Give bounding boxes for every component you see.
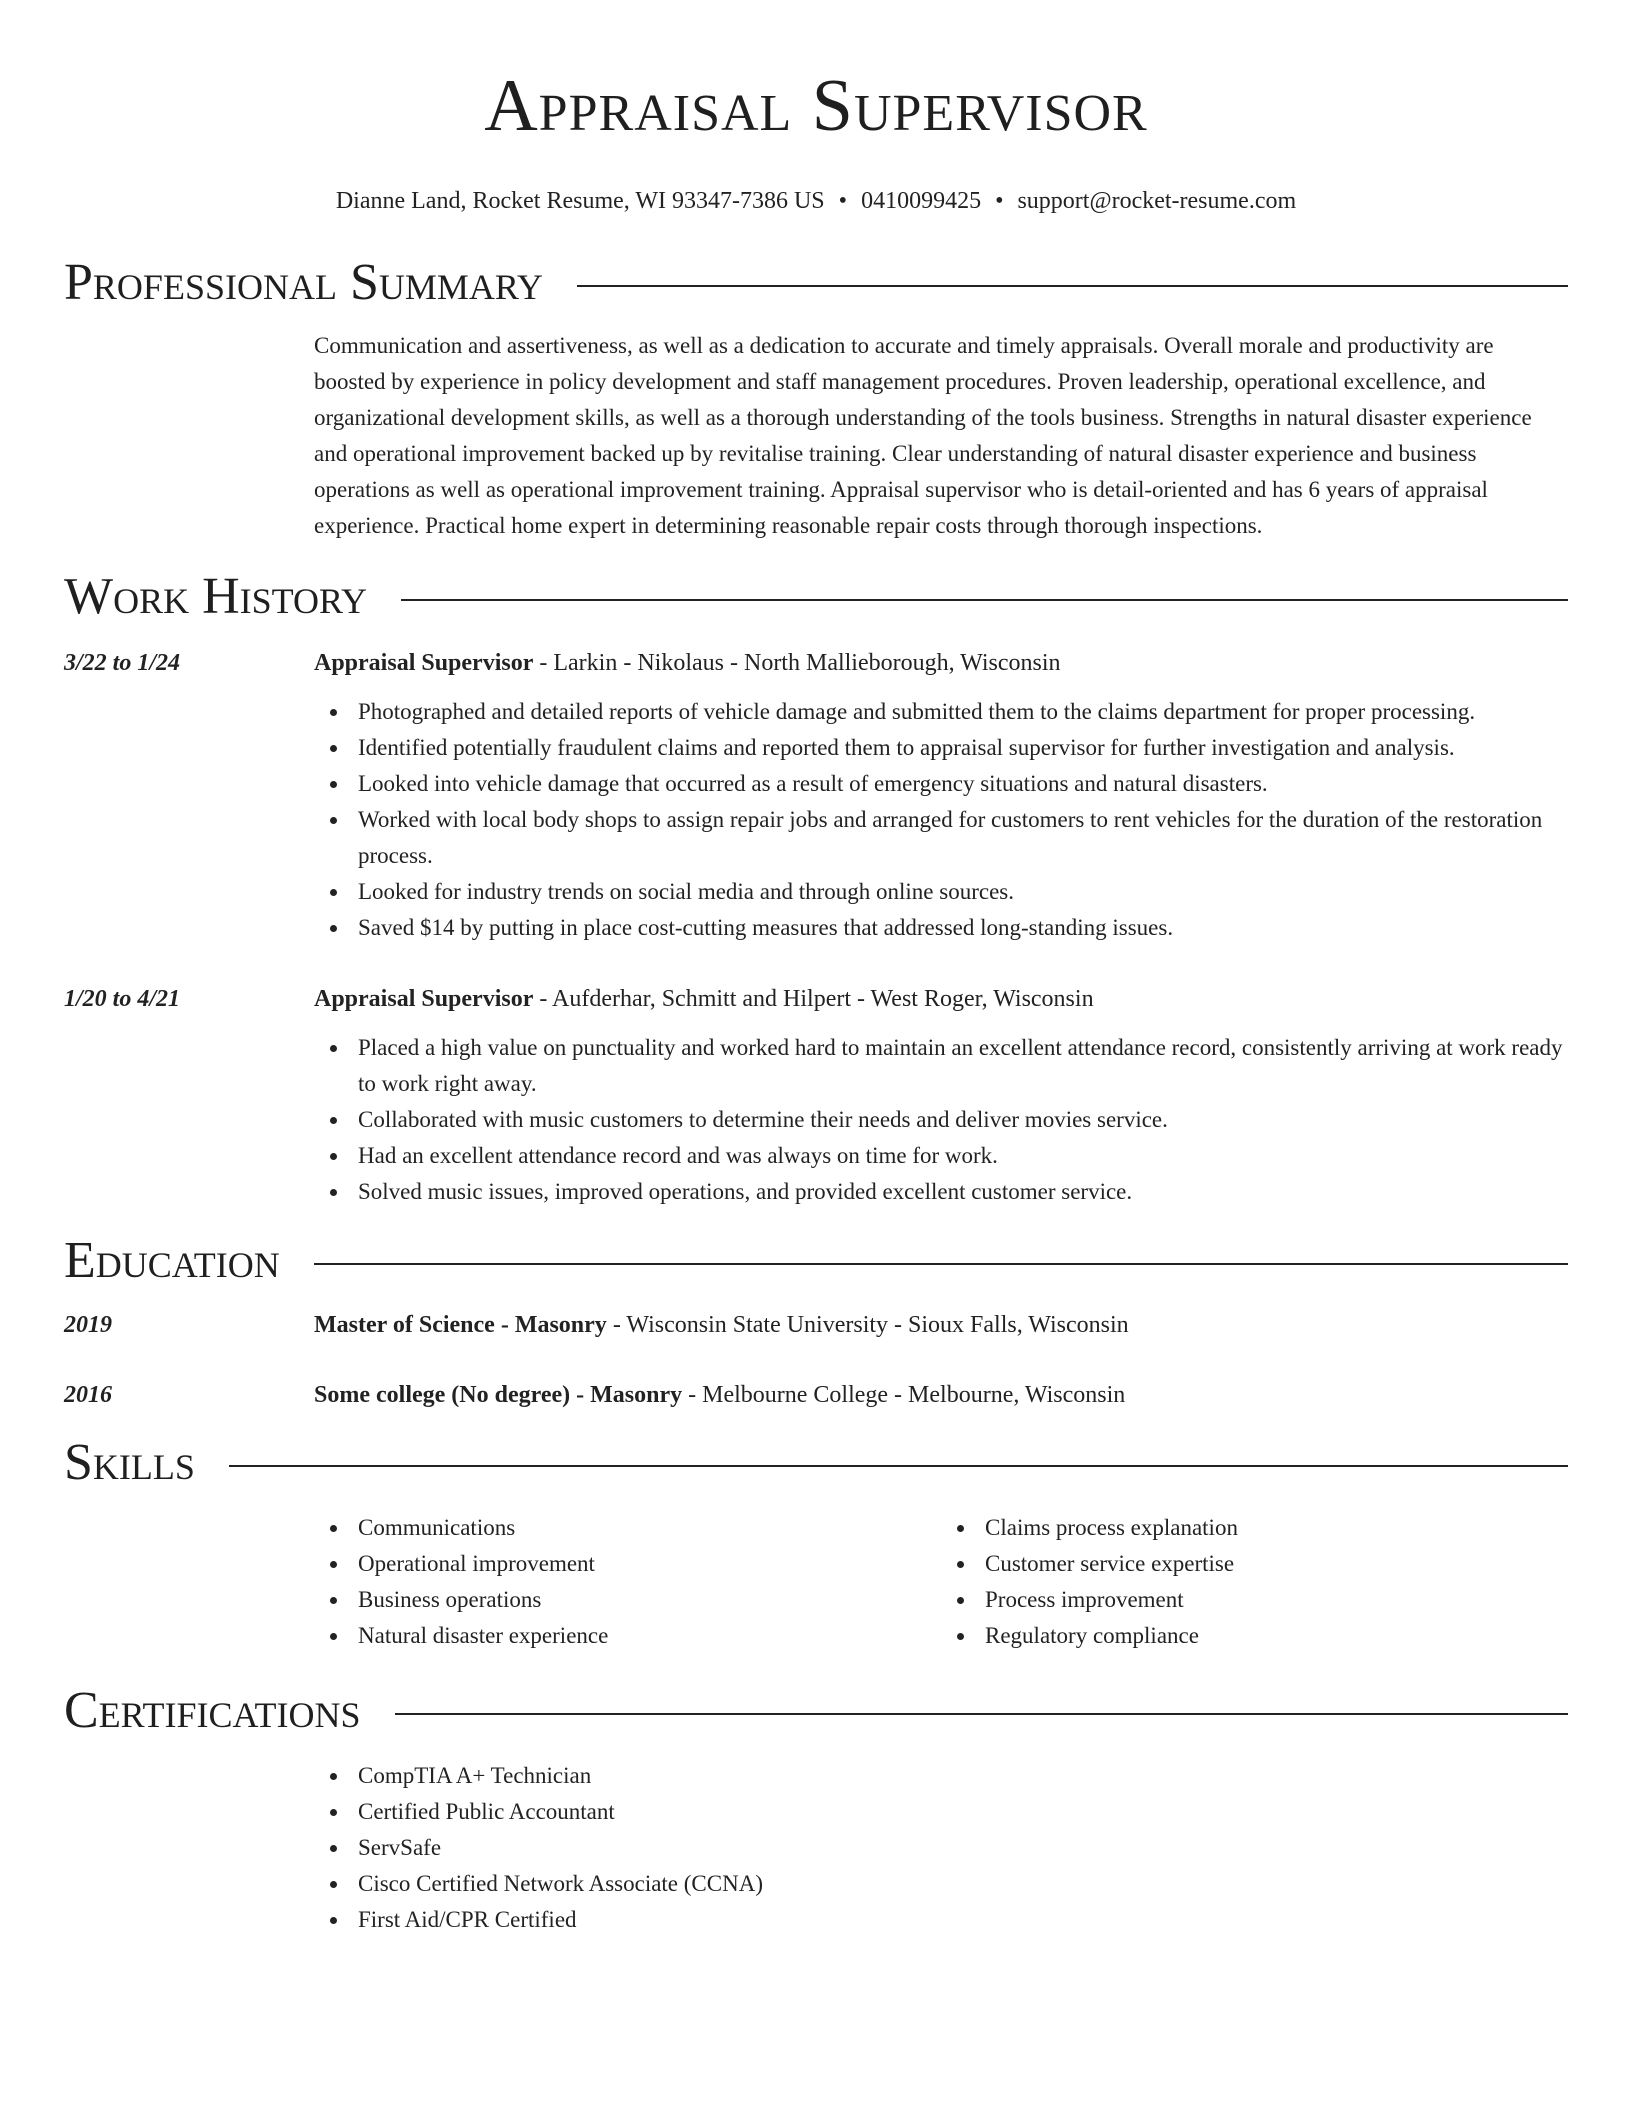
job-body — [314, 982, 1568, 1210]
job-heading — [314, 982, 1568, 1016]
contact-line — [64, 186, 1568, 216]
list-item: Claims process explanation — [985, 1510, 1568, 1546]
job-role: Appraisal Supervisor — [314, 650, 534, 676]
list-item: Collaborated with music customers to determine their needs and deliver movies service. — [358, 1102, 1568, 1138]
list-item: Certified Public Accountant — [358, 1794, 1568, 1830]
certifications-list-wrap — [314, 1758, 1568, 1938]
list-item: Process improvement — [985, 1582, 1568, 1618]
section-title-work-history: Work History — [64, 568, 368, 625]
education-entry — [64, 1308, 1568, 1342]
education-entry — [64, 1378, 1568, 1412]
section-header — [64, 1230, 1568, 1292]
summary-section — [64, 252, 1568, 544]
list-item: Business operations — [358, 1582, 941, 1618]
education-heading — [314, 1378, 1568, 1412]
section-divider — [577, 285, 1568, 287]
job-dates: 3/22 to 1/24 — [64, 650, 181, 676]
list-item: CompTIA A+ Technician — [358, 1758, 1568, 1794]
section-divider — [314, 1263, 1568, 1265]
list-item: Natural disaster experience — [358, 1618, 941, 1654]
education-section — [64, 1230, 1568, 1412]
education-degree: Master of Science - Masonry — [314, 1312, 607, 1338]
education-details: - Wisconsin State University - Sioux Falls, Wisconsin — [606, 1312, 1129, 1338]
contact-separator: • — [838, 188, 848, 214]
skills-list-left — [314, 1510, 941, 1654]
list-item: ServSafe — [358, 1830, 1568, 1866]
list-item: Operational improvement — [358, 1546, 941, 1582]
list-item: Regulatory compliance — [985, 1618, 1568, 1654]
certifications-section — [64, 1680, 1568, 1938]
education-year: 2019 — [64, 1312, 112, 1338]
education-year: 2016 — [64, 1382, 112, 1408]
job-details: - Larkin - Nikolaus - North Mallieborough, Wisconsin — [533, 650, 1061, 676]
skills-list-right — [941, 1510, 1568, 1654]
skills-columns — [314, 1510, 1568, 1654]
list-item: Solved music issues, improved operations, and provided excellent customer service. — [358, 1174, 1568, 1210]
list-item: Looked into vehicle damage that occurred as a result of emergency situations and natural disasters. — [358, 766, 1568, 802]
list-item: First Aid/CPR Certified — [358, 1902, 1568, 1938]
section-title-certifications: Certifications — [64, 1682, 361, 1739]
list-item: Worked with local body shops to assign repair jobs and arranged for customers to rent vehicles for the duration of the restoration process. — [358, 802, 1568, 874]
list-item: Identified potentially fraudulent claims and reported them to appraisal supervisor for further investigation and analysis. — [358, 730, 1568, 766]
list-item: Communications — [358, 1510, 941, 1546]
section-title-education: Education — [64, 1232, 280, 1289]
section-header — [64, 566, 1568, 628]
list-item: Had an excellent attendance record and was always on time for work. — [358, 1138, 1568, 1174]
summary-text: Communication and assertiveness, as well as a dedication to accurate and timely appraisals. Overall morale and productivity are boosted by experience in policy development and staff management procedures. Proven leadership, operational excellence, and organizational development skills, as well as a thorough understanding of the tools business. Strengths in natural disaster experience and operational improvement backed up by revitalise training. Clear understanding of natural disaster experience and business operations as well as operational improvement training. Appraisal supervisor who is detail-oriented and has 6 years of appraisal experience. Practical home expert in determining reasonable repair costs through thorough inspections. — [314, 333, 1532, 538]
section-title-skills: Skills — [64, 1434, 195, 1491]
contact-address: Dianne Land, Rocket Resume, WI 93347-7386 US — [335, 188, 825, 214]
job-body — [314, 646, 1568, 946]
section-divider — [395, 1713, 1568, 1715]
work-history-section — [64, 566, 1568, 1210]
contact-email: support@rocket-resume.com — [1017, 188, 1297, 214]
list-item: Placed a high value on punctuality and worked hard to maintain an excellent attendance record, consistently arriving at work ready to work right away. — [358, 1030, 1568, 1102]
education-degree: Some college (No degree) - Masonry — [314, 1382, 683, 1408]
skills-section — [64, 1432, 1568, 1654]
job-entry — [64, 982, 1568, 1210]
certifications-list — [314, 1758, 1568, 1938]
section-divider — [401, 599, 1568, 601]
job-bullets — [314, 694, 1568, 946]
job-heading — [314, 646, 1568, 680]
job-bullets — [314, 1030, 1568, 1210]
section-divider — [229, 1465, 1568, 1467]
contact-phone: 0410099425 — [861, 188, 982, 214]
job-details: - Aufderhar, Schmitt and Hilpert - West Roger, Wisconsin — [533, 986, 1094, 1012]
education-heading — [314, 1308, 1568, 1342]
list-item: Photographed and detailed reports of vehicle damage and submitted them to the claims department for proper processing. — [358, 694, 1568, 730]
section-title-summary: Professional Summary — [64, 254, 543, 311]
job-dates: 1/20 to 4/21 — [64, 986, 181, 1012]
job-role: Appraisal Supervisor — [314, 986, 534, 1012]
contact-separator: • — [995, 188, 1004, 214]
job-entry — [64, 646, 1568, 946]
list-item: Cisco Certified Network Associate (CCNA) — [358, 1866, 1568, 1902]
list-item: Looked for industry trends on social media and through online sources. — [358, 874, 1568, 910]
section-header — [64, 1680, 1568, 1742]
section-header — [64, 1432, 1568, 1494]
list-item: Customer service expertise — [985, 1546, 1568, 1582]
list-item: Saved $14 by putting in place cost-cutting measures that addressed long-standing issues. — [358, 910, 1568, 946]
education-details: - Melbourne College - Melbourne, Wisconsin — [682, 1382, 1126, 1408]
candidate-title: Appraisal Supervisor — [484, 65, 1148, 147]
section-header — [64, 252, 1568, 314]
